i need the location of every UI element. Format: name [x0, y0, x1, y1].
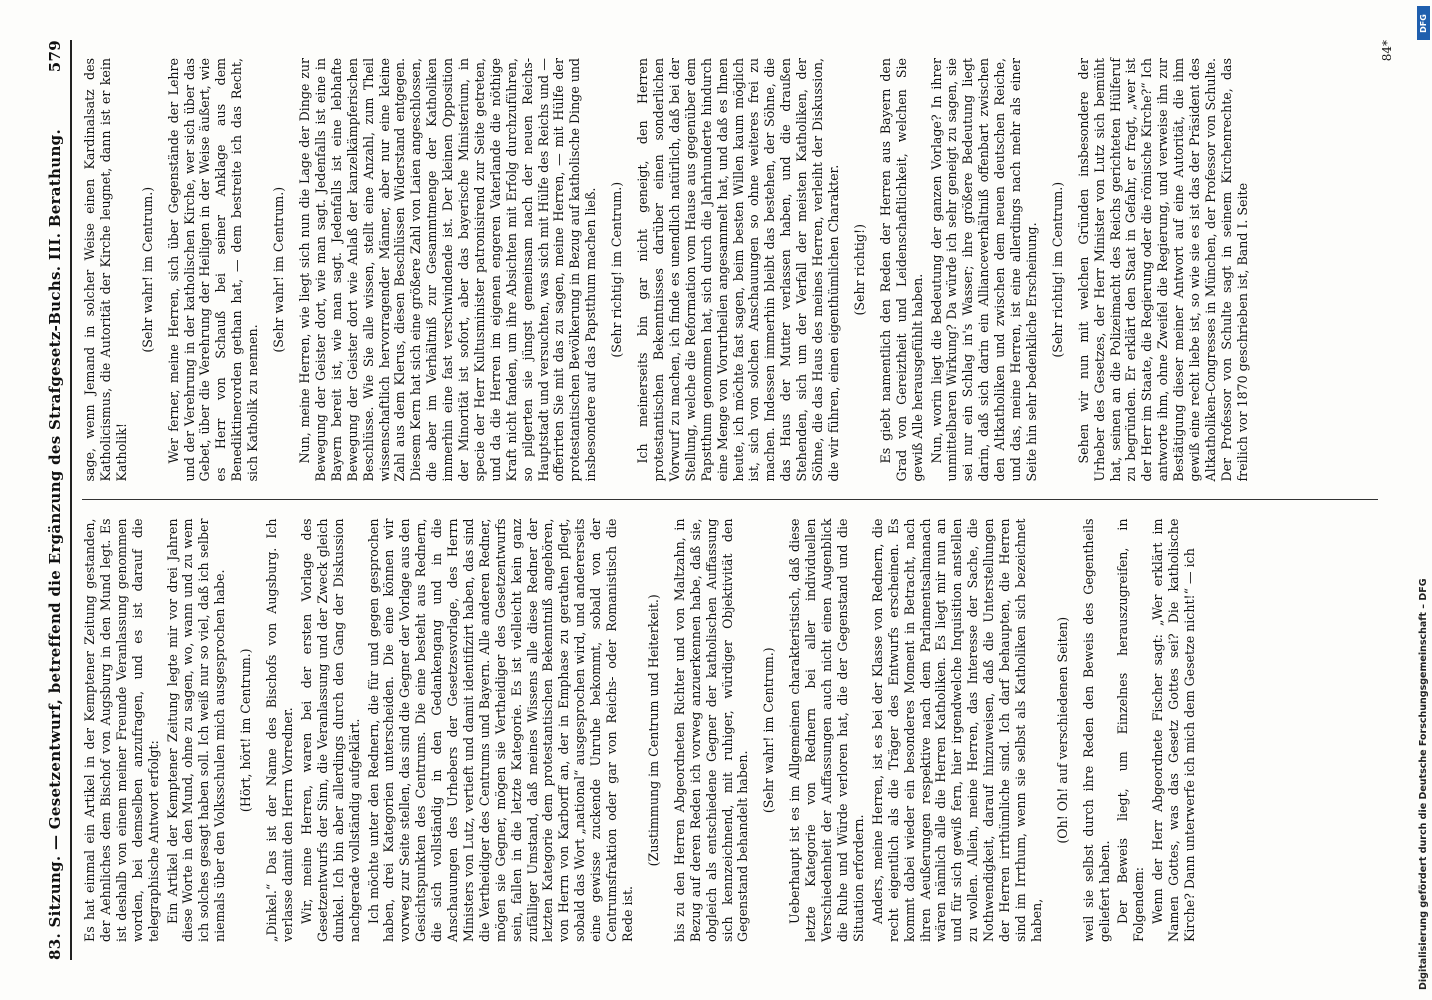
- paragraph: Wenn der Herr Abgeordnete Fischer sagt: „Wer erklärt im Namen Gottes, was das Gesetz Gottes sei? Die katholische Kirche? Dann unterwerfe ich mich dem Gesetze nicht!“ — ich: [1150, 518, 1198, 942]
- paragraph: Nun, meine Herren, wie liegt sich nun die Lage der Dinge zur Bewegung der Geister dort, wie man sagt. Jedenfalls ist eine in Bayern bereit ist, wie man sagt. Jedenfalls ist eine lebhafte Bewegung der Geister dort wie Anlaß der kanzelkämpferischen Beschlüsse. Wie Sie alle wissen, stellt eine Anzahl, zum Theil wissenschaftlich hervorragender Männer, aber nur eine kleine Zahl aus dem Klerus, diesen Beschlüssen Widerstand entgegen. Diesem Kern hat sich eine größere Zahl von Laien angeschlossen, die aber im Verhältniß zur Gesammtmenge der Katholiken immerhin eine fast verschwindende ist. Der kleinen Opposition der Minorität ist sofort, aber das bayerische Ministerium, in specie der Herr Kultusminister patronisirend zur Seite getreten, und da die Herren im eigenen engeren Vaterlande die nöthige Kraft nicht fanden, um ihre Absichten mit Erfolg durchzuführen, so pilgerten sie jüngst gemeinsam nach der neuen Reichs-Hauptstadt und versuchten, was sich mit Hülfe des Reichs und — offerirten Sie mit das zu sagen, meine Herren, — mit Hülfe der protestantischen Bevölkerung in Bezug auf katholische Dinge und insbesondere auf das Papstthum machen ließ.: [296, 58, 599, 482]
- paragraph: Ueberhaupt ist es im Allgemeinen charakteristisch, daß diese letzte Kategorie von Rednern bei aller individuellen Verschiedenheit der Auffassungen auch nicht einen Augenblick die Ruhe und Würde verloren hat, die der Gegenstand und die Situation erfordern.: [787, 518, 866, 942]
- interjection: (Zustimmung im Centrum und Heiterkeit.): [645, 594, 661, 867]
- paragraph: Sehen wir nun mit welchen Gründen insbesondere der Urheber des Gesetzes, der Herr Minister von Lutz sich bemüht hat, seinen an die Polizeimacht des Reichs gerichteten Hülferuf zu begründen. Er erklärt den Staat in Gefahr, er fragt, „wer ist der Herr im Staate, die Regierung oder die römische Kirche?“ Ich antworte ihm, ohne Zweifel die Regierung, und verweise ihn zur Bestätigung dieser meiner Antwort auf eine Autorität, die ihm gewiß eine recht liebe ist, so wie sie es ist das der Präsident des Altkatholiken-Congresses in München, der Professor von Schulte. Der Professor von Schulte sagt in seinem Kirchenrechte, das freilich vor 1870 geschrieben ist, Band I. Seite: [1075, 58, 1250, 482]
- paragraph: Ein Artikel der Kemptener Zeitung legte mir vor drei Jahren diese Worte in den Mund, ohne zu sagen, wo, wann und zu wem ich solches gesagt haben soll. Ich weiß nur so viel, daß ich selber niemals über den Volksschulen mich ausgesprochen habe.: [164, 518, 228, 942]
- paragraph: Ich möchte unter den Rednern, die für und gegen gesprochen haben, drei Kategorien unterscheiden. Die eine können wir vorweg zur Seite stellen, das sind die Gegner der Vorlage aus den Gesichtspunkten des Centrums. Die eine besteht aus Rednern, die sich vollständig in den Gedankengang und in die Anschauungen des Urhebers der Gesetzesvorlage, des Herrn Ministers von Lutz, vertieft und damit identifizirt haben, das sind die Vertheidiger des Centrums und Bayern. Alle anderen Redner, mögen sie Gegner, mögen sie Vertheidiger des Gesetzentwurfs sein, fallen in die letzte Kategorie. Es ist vielleicht kein ganz zufälliger Umstand, daß meines Wissens alle diese Redner der letzten Kategorie dem protestantischen Bekenntniß angehören, von Herrn von Karborff an, der in Emphase zu gerathen pflegt, sobald das Wort „national“ ausgesprochen wird, und andererseits eine gewisse zuckende Unruhe bekommt, sobald von der Centrumsfraktion oder gar von Reichs- oder Romanistisch die Rede ist.: [365, 518, 635, 942]
- paragraph: Nun, worin liegt die Bedeutung der ganzen Vorlage? In ihrer unmittelbaren Wirkung? Da würde ich sehr geneigt zu sagen, sie sei nur ein Schlag in's Wasser; ihre größere Bedeutung liegt darin, daß sich darin ein Allianceverhältniß offenbart zwischen den Altkatholiken und zwischen dem neuen deutschen Reiche, und das, meine Herren, ist eine allerdings nach mehr als einer Seite hin sehr bedenkliche Erscheinung.: [928, 58, 1039, 482]
- paragraph: Wer ferner, meine Herren, sich über Gegenstände der Lehre und der Verehrung in der katholischen Kirche, wer sich über das Gebet, über die Verehrung der Heiligen in der Weise äußert, wie es Herr von Schauß bei seiner Anklage aus dem Benediktinerorden gethan hat, — dem bestreite ich das Recht, sich Katholik zu nennen.: [165, 58, 261, 482]
- paragraph: Ich meinerseits bin gar nicht geneigt, den Herren protestantischen Bekenntnisses darüber einen sonderlichen Vorwurf zu machen, ich finde es unendlich natürlich, daß bei der Stellung, welche die Reformation vom Hause aus gegenüber dem Papstthum genommen hat, sich durch die Jahrhunderte hindurch eine Menge von Vorurtheilen angesammelt hat, und daß es Ihnen heute, ich möchte fast sagen, beim besten Willen kaum möglich ist, sich von solchen Anschauungen so ohne weiteres frei zu machen. Indessen immerhin bleibt das bestehen, der Söhne, die das Haus der Mutter verlassen haben, und die draußen Stehenden, sich um der Verfall der meisten Katholiken, der Söhne, die das Haus des meines Herren, verleiht der Diskussion, die wir führen, einen eigenthümlichen Charakter.: [635, 58, 841, 482]
- text-columns: [82, 40, 1378, 960]
- paragraph: bis zu den Herren Abgeordneten Richter und von Maltzahn, in Bezug auf deren Reden ich vorweg anzuerkennen habe, daß sie, obgleich als entschiedene Gegner der katholischen Auffassung sich kennzeichnend, mit ruhiger, würdiger Objektivität den Gegenstand behandelt haben.: [671, 518, 751, 942]
- paragraph: Anders, meine Herren, ist es bei der Klasse von Rednern, die recht eigentlich als die Träger des Entwurfs erscheinen. Es kommt dabei wieder ein besonderes Moment in Betracht, nach ihren Aeußerungen respektive nach dem Parlamentsalmanach wären nämlich alle die Herren Katholiken. Es liegt mir nun an und für sich gewiß fern, hier irgendwelche Inquisition anstellen zu wollen. Allein, meine Herren, das Interesse der Sache, die Nothwendigkeit, darauf hinzuweisen, daß die Unterstellungen der Herren irrthümliche sind. Ich darf behaupten, die Herren sind im Irrthum, wenn sie selbst als Katholiken sich bezeichnet haben,: [869, 518, 1044, 942]
- paragraph: Es hat einmal ein Artikel in der Kemptener Zeitung gestanden, der Aehnliches dem Bischof von Augsburg in den Mund legt. Es ist deshalb von einem meiner Freunde Veranlassung genommen worden, bei demselben anzufragen, und es ist darauf die telegraphische Antwort erfolgt:: [82, 518, 161, 942]
- paragraph: Es giebt namentlich den Reden der Herren aus Bayern den Grad von Gereiztheit und Leidenschaftlichkeit, welchen Sie gewiß Alle herausgefühlt haben.: [877, 58, 925, 482]
- signature-mark: 84*: [1380, 40, 1394, 62]
- interjection: (Sehr richtig! im Centrum.): [609, 181, 625, 358]
- digitization-credit: Digitalisierung gefördert durch die Deutsche Forschungsgemeinschaft – DFG: [1418, 578, 1429, 990]
- paragraph: Wir, meine Herren, waren bei der ersten Vorlage des Gesetzentwurfs der Sinn, die Veranlassung und der Zweck gleich dunkel. Ich bin aber allerdings durch den Gang der Diskussion nachgerade vollständig aufgeklärt.: [298, 518, 362, 942]
- paragraph: Der Beweis liegt, um Einzelnes herauszugreifen, in Folgendem:: [1115, 518, 1147, 942]
- interjection: (Sehr richtig!): [851, 224, 867, 316]
- header-title: 83. Sitzung. — Gesetzentwurf, betreffend die Ergänzung des Strafgesetz-Buchs. III. Berathung.: [46, 129, 64, 960]
- interjection: (Sehr wahr! im Centrum.): [139, 186, 155, 353]
- interjection: (Hört, hört! im Centrum.): [238, 648, 254, 813]
- paragraph: sage, wenn Jemand in solcher Weise einen Kardinalsatz des Katholicismus, die Autorität der Kirche leugnet, dann ist er kein Katholik!: [82, 58, 129, 482]
- column-right: [82, 40, 1378, 501]
- dfg-logo-icon: [1417, 6, 1430, 40]
- paragraph: „Dinkel.“ Das ist der Name des Bischofs von Augsburg. Ich verlasse damit den Herrn Vorredner.: [264, 518, 295, 942]
- interjection: (Sehr wahr! im Centrum.): [761, 647, 777, 814]
- column-left: [82, 501, 1378, 961]
- running-header: [46, 40, 72, 960]
- paragraph: weil sie selbst durch ihre Reden den Beweis des Gegentheils geliefert haben.: [1080, 518, 1112, 942]
- dfg-logo-text: DFG: [1419, 13, 1429, 33]
- interjection: (Sehr richtig! im Centrum.): [1049, 181, 1065, 358]
- page-number: 579: [46, 40, 64, 73]
- interjection: (Sehr wahr! im Centrum.): [271, 186, 287, 353]
- interjection: (Oh! Oh! auf verschiedenen Seiten): [1054, 616, 1070, 844]
